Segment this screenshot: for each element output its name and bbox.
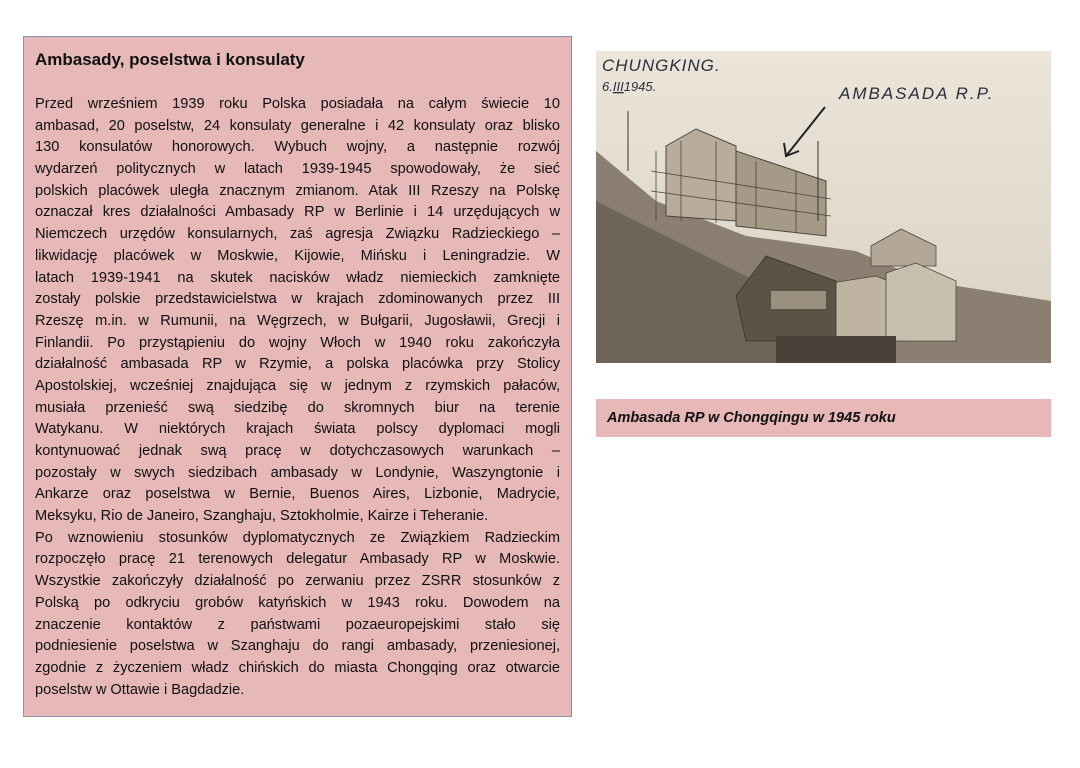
- article-line: Wszystkie zakończyły działalność po zerwaniu przez ZSRR stosunków z: [35, 573, 560, 590]
- article-line: polskich placówek uległa znacznym zmianom. Atak III Rzeszy na Polskę: [35, 182, 560, 199]
- article-line: likwidację placówek w Moskwie, Kijowie, Mińsku i Leningradzie. W: [35, 247, 560, 264]
- article-line: pozostały w swych siedzibach ambasady w Londynie, Waszyngtonie i: [35, 464, 560, 481]
- article-line: Polską po odkryciu grobów katyńskich w 1943 roku. Dowodem na: [35, 594, 560, 611]
- article-line: podniesienie poselstwa w Szanghaju do rangi ambasady, przeniesionej,: [35, 638, 560, 655]
- article-line: znaczenie kontaktów z państwami pozaeuropejskimi stało się: [35, 616, 560, 633]
- article-line: ambasad, 20 poselstw, 24 konsulaty generalne i 42 konsulaty oraz blisko: [35, 117, 560, 134]
- article-body: [35, 94, 560, 701]
- article-line: kontynuować jednak swą pracę w dotychczasowych warunkach –: [35, 443, 560, 459]
- photo-caption: Ambasada RP w Chongqingu w 1945 roku: [596, 399, 1051, 437]
- article-line: Przed wrześniem 1939 roku Polska posiadała na całym świecie 10: [35, 96, 560, 112]
- handwriting-city: CHUNGKING.: [602, 56, 721, 75]
- article-line: Niemczech urzędów konsularnych, zaś agresja Związku Radzieckiego –: [35, 226, 560, 243]
- article-line: wydarzeń politycznych w latach 1939-1945 spowodowały, że sieć: [35, 161, 560, 178]
- handwriting-date-year: 1945.: [623, 79, 657, 94]
- article-line: Ankarze oraz poselstwa w Bernie, Buenos Aires, Lizbonie, Madrycie,: [35, 486, 560, 503]
- handwriting-date-month: III: [612, 79, 624, 94]
- article-box: [23, 36, 572, 717]
- article-line: musiała przenieść swą siedzibę do skromnych biur na terenie: [35, 399, 560, 416]
- article-line: zgodnie z życzeniem władz chińskich do miasta Chongqing oraz otwarcie: [35, 659, 560, 676]
- article-line: Finlandii. Po przystąpieniu do wojny Włoch w 1940 roku zakończyła: [35, 334, 560, 351]
- article-line: oznaczał kres działalności Ambasady RP w Berlinie i 14 urzędujących w: [35, 204, 560, 221]
- article-title: Ambasady, poselstwa i konsulaty: [35, 50, 305, 69]
- article-line: Watykanu. W niektórych krajach świata polscy dyplomaci mogli: [35, 421, 560, 438]
- article-line: poselstw w Ottawie i Bagdadzie.: [35, 681, 245, 698]
- article-line: Meksyku, Rio de Janeiro, Szanghaju, Sztokholmie, Kairze i Teheranie.: [35, 508, 489, 525]
- article-line: działalność ambasada RP w Rzymie, a polska placówka przy Stolicy: [35, 356, 560, 373]
- handwriting-date: [602, 79, 656, 94]
- embassy-photo: [596, 51, 1051, 363]
- article-line: Rzeszę m.in. w Rumunii, na Węgrzech, w Bułgarii, Jugosławii, Grecji i: [35, 312, 560, 329]
- article-line: rozpoczęło pracę 21 terenowych delegatur Ambasady RP w Moskwie.: [35, 551, 560, 568]
- article-line: zostały polskie przedstawicielstwa w krajach zdominowanych przez III: [35, 291, 560, 308]
- handwriting-label: AMBASADA R.P.: [839, 84, 995, 103]
- article-line: Po wznowieniu stosunków dyplomatycznych ze Związkiem Radzieckim: [35, 529, 560, 546]
- article-line: Apostolskiej, wcześniej znajdująca się w jednym z rzymskich pałaców,: [35, 377, 560, 394]
- handwriting-date-day: 6.: [602, 79, 613, 94]
- article-line: 130 konsulatów honorowych. Wybuch wojny, a następnie rozwój: [35, 139, 560, 156]
- article-line: latach 1939-1941 na skutek nacisków władz niemieckich zamknięte: [35, 269, 560, 286]
